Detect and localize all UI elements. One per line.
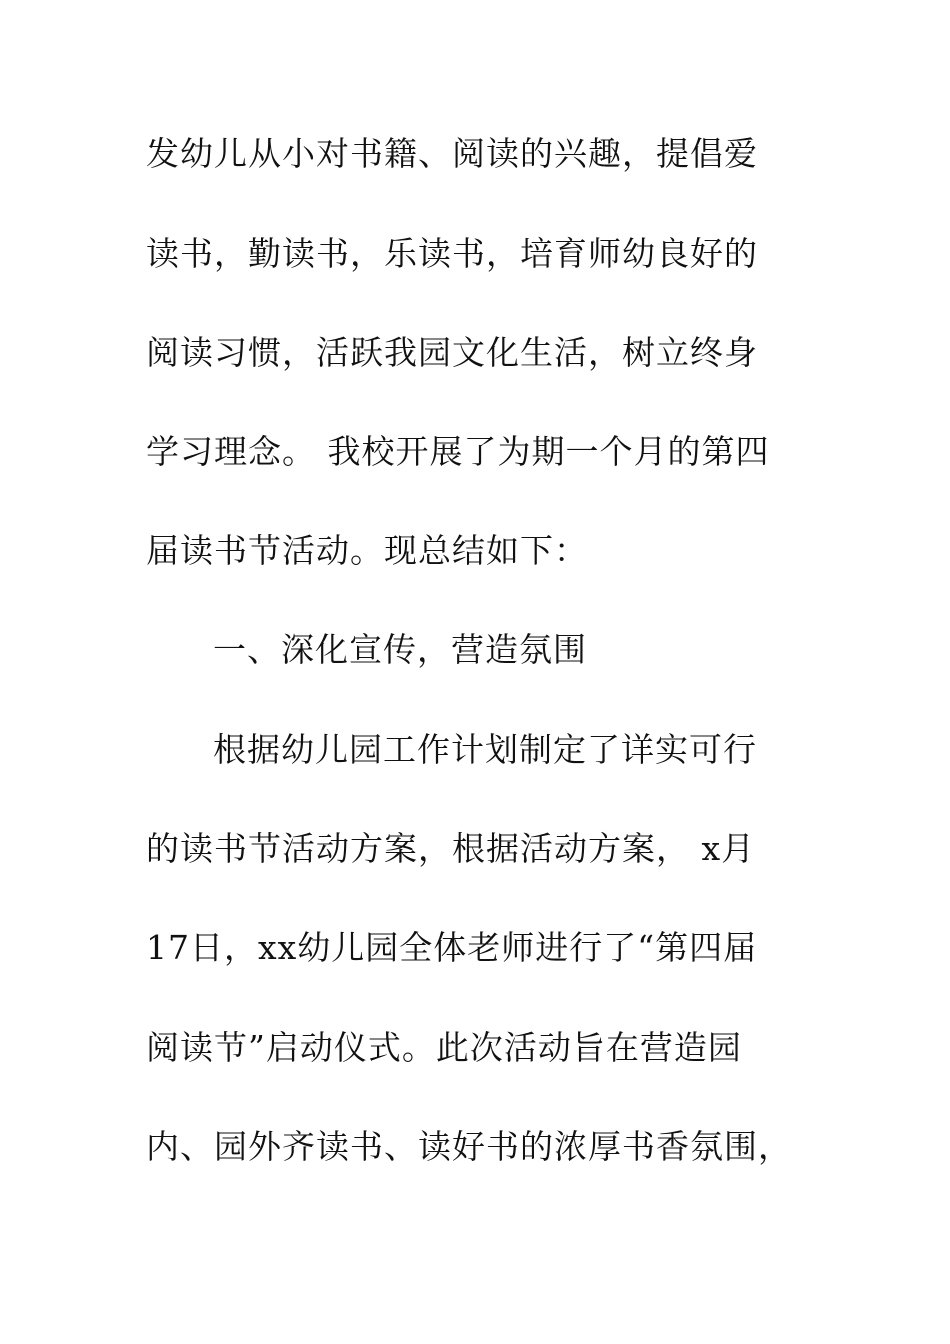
- text-line-1: 发幼儿从小对书籍、阅读的兴趣，提倡爱: [146, 134, 758, 173]
- section-heading: 一、深化宣传，营造氛围: [213, 630, 587, 669]
- text-line-10: 阅读节”启动仪式。此次活动旨在营造园: [146, 1028, 742, 1067]
- text-line-7: 根据幼儿园工作计划制定了详实可行: [213, 730, 757, 769]
- text-line-5: 届读书节活动。现总结如下：: [146, 531, 588, 570]
- text-line-11: 内、园外齐读书、读好书的浓厚书香氛围，: [146, 1127, 792, 1166]
- text-line-3: 阅读习惯，活跃我园文化生活，树立终身: [146, 333, 758, 372]
- text-line-4: 学习理念。 我校开展了为期一个月的第四: [146, 432, 770, 471]
- text-line-2: 读书，勤读书，乐读书，培育师幼良好的: [146, 234, 758, 273]
- text-line-9: 17日，xx幼儿园全体老师进行了“第四届: [146, 928, 758, 967]
- text-line-8: 的读书节活动方案，根据活动方案， x月: [146, 829, 756, 868]
